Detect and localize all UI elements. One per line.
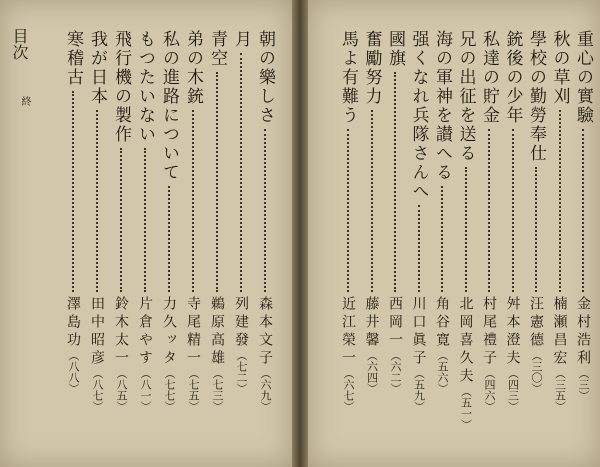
entry-page-number: （六七） — [342, 368, 355, 412]
entry-page-number: （四六） — [483, 368, 496, 412]
entry-title: 我が日本 — [87, 30, 107, 106]
entry-title: 青空 — [207, 30, 227, 68]
toc-entry — [476, 0, 502, 467]
left-page — [0, 0, 292, 467]
entry-page-number: （七二） — [235, 350, 248, 394]
leader-dots — [418, 205, 420, 292]
toc-entry — [406, 0, 432, 467]
entry-page-number: （六九） — [259, 368, 272, 412]
entry-author: 汪憲德 — [528, 296, 544, 350]
entry-page-number: （三） — [577, 368, 590, 401]
entry-author: 金村浩利 — [575, 296, 591, 368]
entry-title: 兄の出征を送る — [455, 30, 476, 163]
entry-author: 楠瀬昌宏 — [551, 296, 568, 368]
toc-entry — [132, 0, 158, 467]
leader-dots — [394, 72, 396, 292]
entry-title: 弟の木銃 — [183, 30, 203, 106]
entry-author: 鵜原高雄 — [209, 296, 225, 368]
entry-author: 鈴木太一 — [113, 296, 129, 368]
entry-title: 寒稽古 — [63, 30, 83, 87]
entry-title: 朝の樂しさ — [255, 30, 275, 125]
leader-dots — [264, 129, 266, 292]
entry-title: 國旗 — [385, 30, 405, 68]
leader-dots — [559, 110, 561, 292]
leader-dots — [371, 110, 373, 292]
entry-title: 重心の實驗 — [573, 30, 593, 125]
toc-entry — [228, 0, 254, 467]
entry-title: 私達の貯金 — [479, 30, 499, 125]
toc-entry — [547, 0, 573, 467]
entry-author: 近江榮一 — [340, 296, 356, 368]
entry-author: 寺尾精一 — [185, 296, 201, 368]
entry-page-number: （八八） — [67, 350, 80, 394]
entry-author: 舛本澄夫 — [504, 296, 521, 368]
entry-title: 秋の草刈 — [549, 30, 570, 106]
entry-author: 村尾禮子 — [481, 296, 497, 368]
toc-entry — [204, 0, 230, 467]
entry-title: もつたいない — [135, 30, 155, 144]
leader-dots — [192, 110, 194, 292]
toc-entry — [60, 0, 86, 467]
entry-author: 北岡喜久夫 — [457, 296, 474, 386]
entry-title: 奮勵努力 — [361, 30, 382, 106]
entry-page-number: （八七） — [91, 368, 104, 412]
right-page — [308, 0, 600, 467]
leader-dots — [96, 110, 98, 292]
entry-title: 强くなれ兵隊さんへ — [408, 30, 429, 201]
entry-author: 片倉やす — [137, 296, 153, 368]
entry-author: 澤島功 — [65, 296, 81, 350]
leader-dots — [347, 129, 349, 292]
entry-author: 藤井馨 — [363, 296, 380, 350]
toc-entry — [429, 0, 455, 467]
entry-title: 月 — [231, 30, 251, 49]
entry-page-number: （七五） — [187, 368, 200, 412]
entry-page-number: （四三） — [506, 368, 520, 412]
leader-dots — [582, 129, 584, 292]
entry-page-number: （三〇） — [530, 350, 543, 394]
book-gutter — [292, 0, 308, 467]
leader-dots — [120, 148, 122, 292]
entry-title: 私の進路について — [159, 30, 179, 182]
entry-author: 列建發 — [233, 296, 249, 350]
entry-page-number: （六四） — [365, 350, 379, 394]
toc-entry — [156, 0, 182, 467]
entry-page-number: （八五） — [115, 368, 128, 412]
toc-entry — [500, 0, 526, 467]
entry-page-number: （六二） — [389, 350, 402, 394]
toc-entry — [335, 0, 361, 467]
toc-entry — [453, 0, 479, 467]
toc-entry — [359, 0, 385, 467]
entry-page-number: （七七） — [163, 368, 176, 412]
entry-title: 學校の勤勞奉仕 — [526, 30, 546, 163]
entry-title: 海の軍神を讃へる — [432, 30, 452, 182]
entry-title: 飛行機の製作 — [111, 30, 131, 144]
entry-author: 田中昭彦 — [89, 296, 105, 368]
toc-entry — [382, 0, 408, 467]
entry-page-number: （五九） — [412, 368, 426, 412]
toc-entry — [252, 0, 278, 467]
entry-page-number: （八一） — [139, 368, 152, 412]
entry-author: 力久ッタ — [161, 296, 177, 368]
entry-author: 川口眞子 — [410, 296, 427, 368]
leader-dots — [240, 53, 242, 292]
contents-label: 目次 — [10, 28, 29, 60]
leader-dots — [144, 148, 146, 292]
leader-dots — [488, 129, 490, 292]
leader-dots — [535, 167, 537, 292]
end-mark: 終 — [19, 96, 30, 106]
leader-dots — [168, 186, 170, 292]
toc-entry — [84, 0, 110, 467]
toc-entry — [570, 0, 596, 467]
leader-dots — [216, 72, 218, 292]
entry-title: 銃後の少年 — [502, 30, 523, 125]
entry-page-number: （七三） — [211, 368, 224, 412]
leader-dots — [72, 91, 74, 292]
leader-dots — [512, 129, 514, 292]
leader-dots — [465, 167, 467, 292]
entry-page-number: （五六） — [436, 350, 449, 394]
entry-page-number: （五一） — [459, 386, 473, 430]
leader-dots — [441, 186, 443, 292]
entry-author: 森本文子 — [257, 296, 273, 368]
toc-entry — [523, 0, 549, 467]
entry-author: 西岡一 — [387, 296, 403, 350]
entry-page-number: （三五） — [553, 368, 567, 412]
toc-entry — [180, 0, 206, 467]
footer-column — [6, 0, 32, 467]
entry-title: 馬よ有難う — [338, 30, 358, 125]
toc-entry — [108, 0, 134, 467]
entry-author: 角谷寛 — [434, 296, 450, 350]
